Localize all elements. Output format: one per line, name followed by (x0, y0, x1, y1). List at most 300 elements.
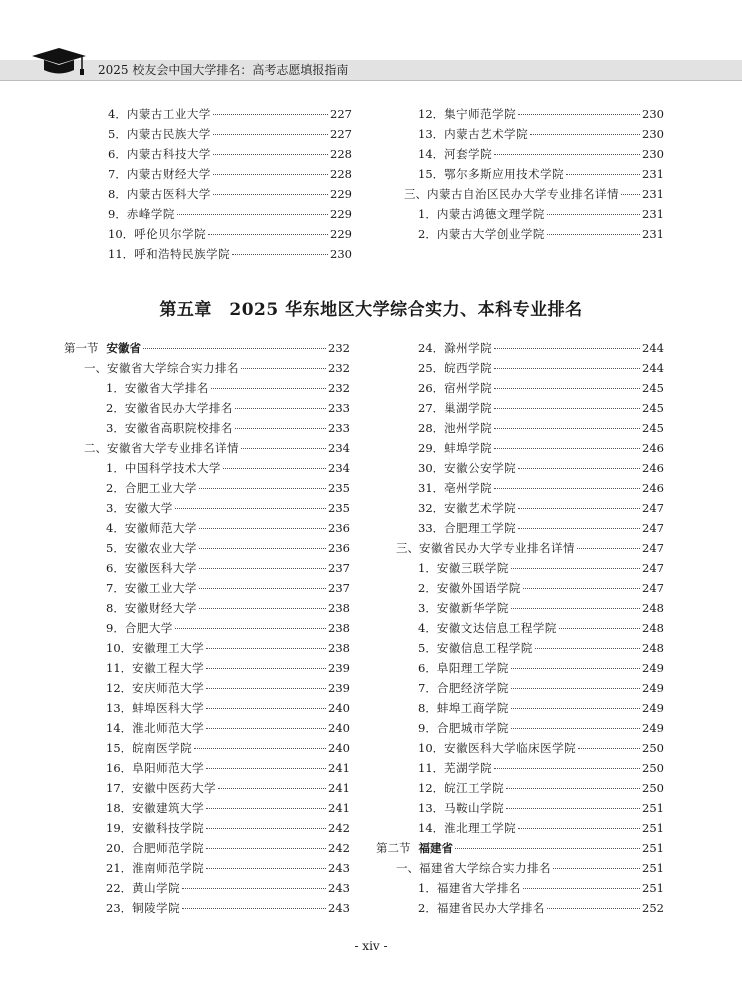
toc-entry (106, 418, 350, 438)
chapter-heading: 第五章 2025 华东地区大学综合实力、本科专业排名 (159, 300, 583, 320)
toc-entry-page: 237 (328, 561, 350, 575)
toc-entry (418, 204, 664, 224)
toc-entry-number: 7． (108, 167, 127, 181)
dot-leader (206, 667, 326, 669)
toc-entry-title: 安徽医科大学临床医学院 (444, 741, 577, 755)
toc-entry-page: 236 (328, 541, 350, 555)
toc-entry (108, 144, 352, 164)
dot-leader (523, 887, 640, 889)
toc-entry-number: 30． (418, 461, 445, 475)
dot-leader (206, 767, 326, 769)
toc-entry-title: 赤峰学院 (126, 207, 175, 221)
toc-entry-title: 皖南医学院 (132, 741, 193, 755)
toc-entry (418, 498, 664, 518)
dot-leader (547, 233, 640, 235)
toc-entry-number: 11． (108, 247, 135, 261)
toc-entry-number: 26． (418, 381, 445, 395)
toc-entry-title: 马鞍山学院 (444, 801, 505, 815)
dot-leader (621, 193, 640, 195)
dot-leader (566, 173, 640, 175)
dot-leader (511, 667, 640, 669)
toc-entry-title: 内蒙古工业大学 (126, 107, 211, 121)
toc-entry (418, 418, 664, 438)
dot-leader (511, 687, 640, 689)
toc-entry (418, 658, 664, 678)
dot-leader (199, 547, 326, 549)
dot-leader (235, 427, 326, 429)
toc-entry-number: 16． (106, 761, 133, 775)
dot-leader (218, 787, 326, 789)
page-number: - xiv - (354, 939, 388, 953)
dot-leader (494, 387, 640, 389)
toc-entry-number: 二、 (84, 441, 107, 455)
toc-entry-page: 243 (328, 861, 350, 875)
toc-entry-number: 20． (106, 841, 133, 855)
graduation-cap-icon (28, 44, 90, 78)
dot-leader (232, 253, 328, 255)
dot-leader (518, 113, 640, 115)
dot-leader (494, 367, 640, 369)
toc-entry (106, 458, 350, 478)
toc-entry-page: 242 (328, 821, 350, 835)
toc-entry-number: 6． (418, 661, 437, 675)
dot-leader (194, 747, 326, 749)
dot-leader (143, 347, 326, 349)
toc-entry-title: 河套学院 (444, 147, 493, 161)
toc-entry-number: 15． (106, 741, 133, 755)
toc-entry (106, 398, 350, 418)
toc-entry-title: 安徽省大学综合实力排名 (107, 361, 239, 375)
toc-entry-number: 33． (418, 521, 445, 535)
toc-entry-number: 4． (106, 521, 125, 535)
toc-entry (106, 678, 350, 698)
toc-entry (108, 104, 352, 124)
dot-leader (494, 153, 640, 155)
toc-entry (418, 124, 664, 144)
toc-entry-page: 233 (328, 421, 350, 435)
toc-entry-page: 245 (642, 421, 664, 435)
dot-leader (535, 647, 640, 649)
toc-entry-page: 238 (328, 641, 350, 655)
dot-leader (523, 587, 640, 589)
toc-entry-title: 合肥大学 (124, 621, 173, 635)
toc-entry-title: 宿州学院 (444, 381, 493, 395)
toc-entry-page: 251 (642, 841, 664, 855)
toc-entry-title: 内蒙古艺术学院 (444, 127, 529, 141)
dot-leader (206, 687, 326, 689)
dot-leader (577, 547, 640, 549)
toc-entry-number: 11． (418, 761, 445, 775)
toc-entry (108, 164, 352, 184)
dot-leader (241, 367, 326, 369)
toc-entry-number: 1． (106, 381, 125, 395)
toc-entry-page: 229 (330, 207, 352, 221)
toc-entry-title: 安徽理工大学 (132, 641, 205, 655)
dot-leader (494, 347, 640, 349)
toc-entry (106, 858, 350, 878)
toc-entry-page: 230 (642, 127, 664, 141)
toc-entry-page: 236 (328, 521, 350, 535)
toc-entry-number: 8． (108, 187, 127, 201)
toc-entry (106, 718, 350, 738)
dot-leader (206, 807, 326, 809)
toc-entry-page: 242 (328, 841, 350, 855)
toc-entry-title: 安徽省 (106, 341, 141, 355)
toc-entry (106, 638, 350, 658)
dot-leader (241, 447, 326, 449)
toc-entry-title: 安徽三联学院 (436, 561, 509, 575)
toc-entry-number: 6． (106, 561, 125, 575)
toc-entry (106, 578, 350, 598)
toc-entry-number: 7． (106, 581, 125, 595)
dot-leader (213, 173, 328, 175)
dot-leader (518, 527, 640, 529)
toc-entry-title: 呼伦贝尔学院 (134, 227, 207, 241)
toc-entry-page: 228 (330, 147, 352, 161)
toc-entry (418, 104, 664, 124)
toc-entry-title: 福建省大学综合实力排名 (419, 861, 551, 875)
toc-entry-title: 福建省民办大学排名 (436, 901, 545, 915)
toc-entry-page: 229 (330, 187, 352, 201)
toc-entry-page: 240 (328, 721, 350, 735)
dot-leader (511, 707, 640, 709)
toc-entry (106, 598, 350, 618)
toc-entry-page: 228 (330, 167, 352, 181)
toc-entry-title: 安徽工程大学 (132, 661, 205, 675)
toc-entry-page: 235 (328, 501, 350, 515)
toc-entry-title: 滁州学院 (444, 341, 493, 355)
toc-entry (106, 698, 350, 718)
dot-leader (506, 807, 640, 809)
toc-entry-title: 淮南师范学院 (132, 861, 205, 875)
toc-entry-page: 249 (642, 681, 664, 695)
toc-entry (418, 518, 664, 538)
toc-entry-number: 6． (108, 147, 127, 161)
toc-entry (418, 378, 664, 398)
dot-leader (511, 727, 640, 729)
toc-entry-page: 238 (328, 621, 350, 635)
toc-entry-title: 安徽师范大学 (124, 521, 197, 535)
toc-entry (106, 478, 350, 498)
toc-entry (418, 598, 664, 618)
toc-entry (106, 818, 350, 838)
toc-entry-title: 安徽医科大学 (124, 561, 197, 575)
dot-leader (455, 847, 640, 849)
dot-leader (182, 887, 326, 889)
dot-leader (175, 627, 326, 629)
toc-entry-number: 10． (106, 641, 133, 655)
toc-entry-page: 249 (642, 661, 664, 675)
dot-leader (518, 827, 640, 829)
dot-leader (199, 607, 326, 609)
toc-entry (108, 224, 352, 244)
toc-entry (418, 478, 664, 498)
dot-leader (177, 213, 328, 215)
toc-entry-number: 21． (106, 861, 133, 875)
toc-entry-page: 232 (328, 361, 350, 375)
toc-entry-number: 14． (106, 721, 133, 735)
toc-entry-title: 池州学院 (444, 421, 493, 435)
toc-entry-page: 252 (642, 901, 664, 915)
toc-entry-title: 内蒙古大学创业学院 (436, 227, 545, 241)
toc-entry-page: 246 (642, 461, 664, 475)
toc-entry-number: 1． (106, 461, 125, 475)
toc-entry (106, 898, 350, 918)
dot-leader (213, 193, 328, 195)
toc-entry (418, 778, 664, 798)
toc-entry-number: 24． (418, 341, 445, 355)
toc-entry (106, 558, 350, 578)
toc-entry-page: 251 (642, 861, 664, 875)
toc-entry-page: 247 (642, 501, 664, 515)
toc-entry-title: 黄山学院 (132, 881, 181, 895)
dot-leader (208, 233, 328, 235)
toc-entry (418, 718, 664, 738)
dot-leader (213, 133, 328, 135)
toc-entry-number: 28． (418, 421, 445, 435)
toc-entry-page: 247 (642, 561, 664, 575)
toc-entry-page: 249 (642, 701, 664, 715)
toc-entry (108, 124, 352, 144)
toc-entry (106, 518, 350, 538)
toc-entry (106, 838, 350, 858)
toc-entry-page: 243 (328, 881, 350, 895)
toc-entry-page: 250 (642, 781, 664, 795)
toc-entry (418, 638, 664, 658)
toc-entry-title: 安徽工业大学 (124, 581, 197, 595)
toc-entry (418, 398, 664, 418)
toc-entry-number: 23． (106, 901, 133, 915)
dot-leader (553, 867, 640, 869)
toc-entry-number: 9． (106, 621, 125, 635)
toc-entry-page: 239 (328, 661, 350, 675)
toc-entry-page: 231 (642, 227, 664, 241)
running-header: 2025 校友会中国大学排名：高考志愿填报指南 (98, 63, 349, 77)
toc-entry (418, 898, 664, 918)
toc-entry-page: 229 (330, 227, 352, 241)
toc-entry-page: 251 (642, 881, 664, 895)
toc-entry-title: 安徽艺术学院 (444, 501, 517, 515)
toc-entry (396, 858, 664, 878)
toc-entry-title: 皖江工学院 (444, 781, 505, 795)
toc-entry-title: 合肥城市学院 (436, 721, 509, 735)
toc-entry-title: 蚌埠学院 (444, 441, 493, 455)
toc-entry-page: 238 (328, 601, 350, 615)
toc-entry-number: 5． (108, 127, 127, 141)
dot-leader (494, 407, 640, 409)
toc-entry-number: 31． (418, 481, 445, 495)
toc-entry-page: 243 (328, 901, 350, 915)
toc-entry-title: 安徽中医药大学 (132, 781, 217, 795)
dot-leader (494, 487, 640, 489)
dot-leader (494, 767, 640, 769)
dot-leader (206, 707, 326, 709)
toc-entry-title: 合肥师范学院 (132, 841, 205, 855)
toc-entry-title: 安徽外国语学院 (436, 581, 521, 595)
toc-entry-title: 内蒙古民族大学 (126, 127, 211, 141)
toc-entry (418, 338, 664, 358)
dot-leader (199, 587, 326, 589)
toc-entry-number: 3． (106, 421, 125, 435)
toc-entry-page: 251 (642, 801, 664, 815)
toc-entry-number: 1． (418, 207, 437, 221)
toc-entry-title: 集宁师范学院 (444, 107, 517, 121)
dot-leader (211, 387, 326, 389)
toc-entry-page: 250 (642, 741, 664, 755)
toc-entry-number: 15． (418, 167, 445, 181)
toc-entry-title: 阜阳师范大学 (132, 761, 205, 775)
toc-entry (106, 658, 350, 678)
toc-entry-number: 13． (106, 701, 133, 715)
dot-leader (547, 213, 640, 215)
toc-entry-title: 安徽信息工程学院 (436, 641, 533, 655)
toc-entry-number: 2． (418, 227, 437, 241)
toc-entry-title: 合肥理工学院 (444, 521, 517, 535)
toc-entry-title: 淮北理工学院 (444, 821, 517, 835)
toc-entry-page: 248 (642, 621, 664, 635)
toc-entry-number: 25． (418, 361, 445, 375)
dot-leader (213, 113, 328, 115)
toc-entry (418, 578, 664, 598)
toc-entry-title: 安徽农业大学 (124, 541, 197, 555)
toc-entry-page: 250 (642, 761, 664, 775)
toc-entry-number: 14． (418, 147, 445, 161)
toc-entry-title: 蚌埠工商学院 (436, 701, 509, 715)
toc-entry-page: 230 (330, 247, 352, 261)
toc-entry-number: 27． (418, 401, 445, 415)
toc-entry-page: 230 (642, 147, 664, 161)
toc-entry-number: 3． (418, 601, 437, 615)
toc-entry-title: 安徽省民办大学专业排名详情 (419, 541, 575, 555)
toc-entry-page: 227 (330, 107, 352, 121)
toc-entry-number: 三、 (396, 541, 419, 555)
toc-entry-number: 7． (418, 681, 437, 695)
dot-leader (206, 867, 326, 869)
toc-entry-number: 13． (418, 127, 445, 141)
toc-entry (418, 818, 664, 838)
toc-entry-number: 12． (418, 781, 445, 795)
toc-entry-page: 248 (642, 601, 664, 615)
toc-entry-number: 2． (418, 901, 437, 915)
toc-entry-number: 18． (106, 801, 133, 815)
toc-entry-title: 内蒙古鸿德文理学院 (436, 207, 545, 221)
toc-entry-number: 3． (106, 501, 125, 515)
toc-entry-number: 11． (106, 661, 133, 675)
toc-entry (106, 798, 350, 818)
toc-entry-page: 234 (328, 441, 350, 455)
toc-entry-title: 福建省 (418, 841, 453, 855)
toc-entry-title: 安徽文达信息工程学院 (436, 621, 557, 635)
toc-entry-title: 安徽省大学专业排名详情 (107, 441, 239, 455)
toc-entry (106, 778, 350, 798)
toc-entry-title: 合肥工业大学 (124, 481, 197, 495)
toc-entry-number: 9． (418, 721, 437, 735)
dot-leader (506, 787, 640, 789)
toc-entry-title: 福建省大学排名 (436, 881, 521, 895)
toc-entry-page: 232 (328, 381, 350, 395)
toc-entry-title: 安徽财经大学 (124, 601, 197, 615)
dot-leader (235, 407, 326, 409)
toc-entry-title: 安徽新华学院 (436, 601, 509, 615)
toc-entry-title: 内蒙古医科大学 (126, 187, 211, 201)
toc-entry (418, 698, 664, 718)
toc-entry-number: 4． (108, 107, 127, 121)
toc-entry-page: 240 (328, 741, 350, 755)
dot-leader (223, 467, 326, 469)
dot-leader (511, 567, 640, 569)
toc-entry-number: 1． (418, 561, 437, 575)
toc-entry-title: 皖西学院 (444, 361, 493, 375)
dot-leader (199, 527, 326, 529)
toc-entry-number: 第一节 (64, 341, 99, 355)
toc-entry-page: 240 (328, 701, 350, 715)
toc-entry-number: 32． (418, 501, 445, 515)
toc-entry (84, 358, 350, 378)
toc-entry-title: 安徽建筑大学 (132, 801, 205, 815)
toc-entry (418, 164, 664, 184)
toc-entry-page: 235 (328, 481, 350, 495)
toc-entry (108, 244, 352, 264)
toc-entry (106, 758, 350, 778)
toc-entry-page: 234 (328, 461, 350, 475)
toc-entry-page: 245 (642, 381, 664, 395)
dot-leader (206, 847, 326, 849)
toc-entry-page: 248 (642, 641, 664, 655)
toc-entry-page: 246 (642, 441, 664, 455)
toc-entry-page: 227 (330, 127, 352, 141)
toc-entry-title: 安徽科技学院 (132, 821, 205, 835)
toc-entry (106, 378, 350, 398)
toc-entry (418, 358, 664, 378)
toc-entry-title: 蚌埠医科大学 (132, 701, 205, 715)
dot-leader (494, 427, 640, 429)
toc-entry-title: 阜阳理工学院 (436, 661, 509, 675)
toc-entry-page: 244 (642, 361, 664, 375)
toc-entry (108, 204, 352, 224)
toc-entry-number: 一、 (84, 361, 107, 375)
toc-entry-number: 12． (418, 107, 445, 121)
toc-entry-number: 2． (106, 481, 125, 495)
toc-entry-title: 安徽公安学院 (444, 461, 517, 475)
toc-entry-number: 2． (418, 581, 437, 595)
toc-entry (418, 758, 664, 778)
toc-entry (418, 878, 664, 898)
dot-leader (494, 447, 640, 449)
toc-entry-number: 5． (418, 641, 437, 655)
toc-entry-title: 内蒙古财经大学 (126, 167, 211, 181)
toc-entry-page: 231 (642, 167, 664, 181)
dot-leader (530, 133, 640, 135)
toc-entry (418, 438, 664, 458)
dot-leader (518, 467, 640, 469)
dot-leader (206, 647, 326, 649)
toc-entry-number: 13． (418, 801, 445, 815)
toc-entry-page: 237 (328, 581, 350, 595)
toc-entry-number: 10． (108, 227, 135, 241)
toc-entry-number: 9． (108, 207, 127, 221)
toc-entry (418, 224, 664, 244)
toc-entry-number: 第二节 (376, 841, 411, 855)
toc-entry-title: 内蒙古科技大学 (126, 147, 211, 161)
dot-leader (511, 607, 640, 609)
dot-leader (578, 747, 640, 749)
toc-entry-page: 241 (328, 781, 350, 795)
toc-entry-title: 亳州学院 (444, 481, 493, 495)
toc-entry-number: 4． (418, 621, 437, 635)
toc-entry-number: 19． (106, 821, 133, 835)
dot-leader (559, 627, 640, 629)
toc-entry-page: 241 (328, 801, 350, 815)
